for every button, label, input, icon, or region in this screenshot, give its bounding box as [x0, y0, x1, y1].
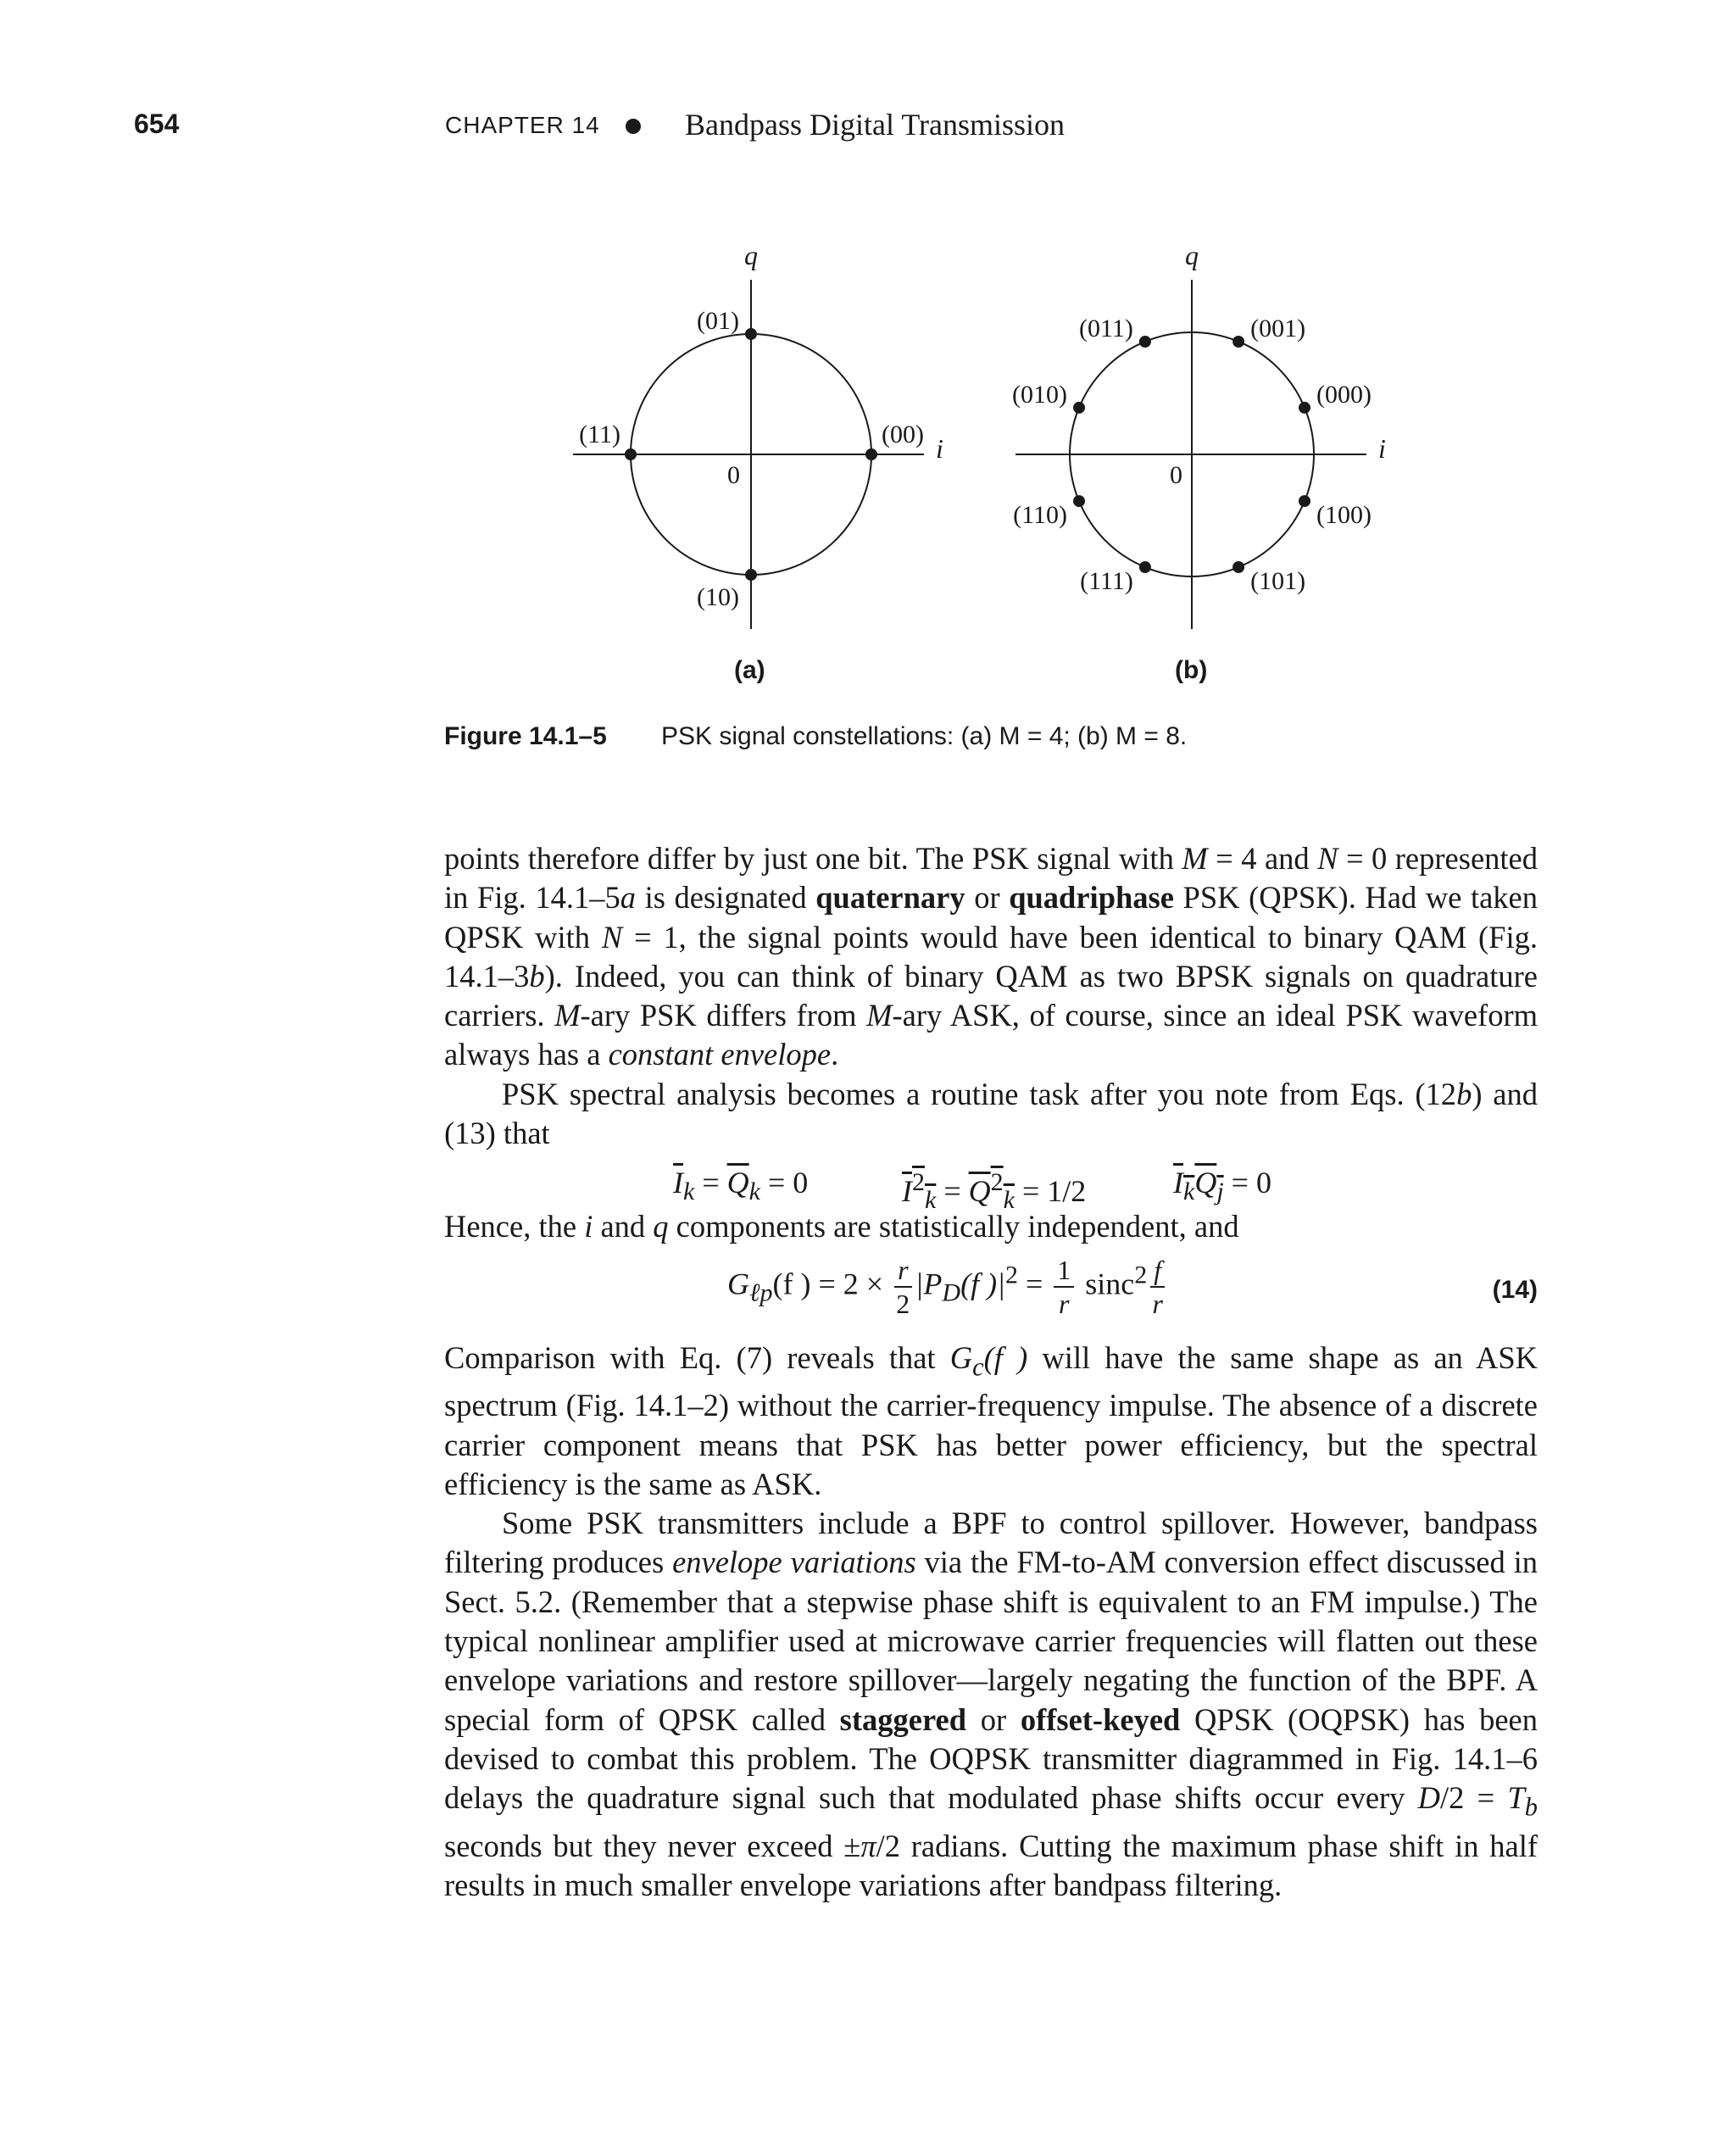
panel-b-point-3	[1073, 402, 1085, 414]
paragraph-3: Hence, the i and q components are statistically independent, and	[444, 1209, 1239, 1244]
figure-caption	[444, 722, 1188, 751]
paragraph-2: PSK spectral analysis becomes a routine task after you note from Eqs. (12b) and (13) that	[444, 1076, 1538, 1151]
panel-a-point-0	[865, 448, 877, 460]
figure-caption-text: PSK signal constellations: (a) M = 4; (b) M = 8.	[661, 722, 1188, 750]
eq-variance: $I^2_k = Q^2_k = 1/2$	[902, 1168, 1087, 1215]
panel-b-point-6	[1232, 561, 1244, 573]
panel-b	[1012, 240, 1386, 684]
panel-b-point-5	[1139, 561, 1151, 573]
panel-b-q-label: q	[1185, 240, 1199, 270]
panel-b-point-label-4: (110)	[1013, 501, 1067, 530]
panel-a-sub-label: (a)	[734, 656, 765, 684]
page-number: 654	[134, 109, 180, 139]
equation-number: (14)	[1492, 1275, 1538, 1304]
panel-b-point-label-0: (000)	[1316, 380, 1372, 409]
panel-a-q-label: q	[744, 240, 758, 270]
panel-a-i-label: i	[936, 433, 943, 464]
constellation-figure	[0, 229, 1736, 704]
panel-a-point-label-0: (00)	[882, 420, 924, 448]
panel-a	[573, 240, 943, 684]
panel-a-point-label-2: (11)	[579, 420, 620, 448]
panel-a-point-3	[745, 569, 757, 581]
eq-covariance: $I_kQ_j = 0$	[1173, 1166, 1271, 1206]
bullet-icon	[626, 119, 641, 134]
panel-b-point-label-3: (010)	[1012, 380, 1067, 409]
panel-b-sub-label: (b)	[1175, 656, 1208, 684]
panel-b-point-0	[1299, 402, 1310, 414]
chapter-label: CHAPTER 14	[445, 112, 600, 138]
panel-a-point-label-1: (01)	[697, 307, 739, 335]
panel-b-point-1	[1232, 336, 1244, 348]
paragraph-1: points therefore differ by just one bit. The PSK signal with M = 4 and N = 0 represented in Fig. 14.1–5a is designated quaternary or quadriphase PSK (QPSK). Had we taken QPSK with N = 1, the signal points would have been identical to binary QAM (Fig. 14.1–3b). Indeed, you can think of binary QAM as two BPSK signals on quadrature carriers. M-ary PSK differs from M-ary ASK, of course, since an ideal PSK waveform always has a constant envelope.	[444, 841, 1538, 1072]
paragraph-4: Comparison with Eq. (7) reveals that $G_c(f$ ) will have the same shape as an ASK spectrum (Fig. 14.1–2) without the carrier-frequency impulse. The absence of a discrete carrier component means that PSK has better power efficiency, but the spectral efficiency is the same as ASK.	[444, 1339, 1538, 1501]
section-title: Bandpass Digital Transmission	[685, 108, 1066, 142]
panel-b-point-label-1: (001)	[1250, 315, 1306, 342]
panel-b-origin: 0	[1170, 461, 1182, 489]
panel-b-point-label-2: (011)	[1079, 315, 1133, 342]
panel-a-origin: 0	[727, 461, 740, 489]
equation-14-body: $G_{\ell p}(f$ ) = 2 × $\frac{r}{2}$ $|P_D(f$ )$|^2$ = $\frac{1}{r}$ sinc$^2$ $\frac{f}{r}$	[727, 1254, 1168, 1320]
panel-b-point-label-5: (111)	[1080, 567, 1133, 595]
figure-caption-label: Figure 14.1–5	[444, 722, 607, 750]
panel-b-point-label-6: (101)	[1250, 567, 1306, 595]
page-header	[0, 109, 1736, 151]
body-text	[444, 839, 1538, 1905]
equation-statistics	[444, 1153, 1538, 1215]
panel-b-i-label: i	[1378, 433, 1386, 464]
panel-b-point-2	[1139, 336, 1151, 348]
panel-a-point-1	[745, 328, 757, 340]
eq-mean-zero: $\overline{I}_k = \overline{Q}_k = 0$	[673, 1166, 809, 1206]
equation-14	[444, 1247, 1538, 1339]
panel-a-point-label-3: (10)	[697, 583, 739, 611]
panel-b-point-7	[1299, 495, 1310, 507]
panel-b-point-4	[1073, 495, 1085, 507]
panel-b-point-label-7: (100)	[1316, 501, 1372, 530]
panel-a-point-2	[625, 448, 637, 460]
paragraph-5: Some PSK transmitters include a BPF to control spillover. However, bandpass filtering produces envelope variations via the FM-to-AM conversion effect discussed in Sect. 5.2. (Remember that a stepwise phase shift is equivalent to an FM impulse.) The typical nonlinear amplifier used at microwave carrier frequencies will flatten out these envelope variations and restore spillover—largely negating the function of the BPF. A special form of QPSK called staggered or offset-keyed QPSK (OQPSK) has been devised to combat this problem. The OQPSK transmitter diagrammed in Fig. 14.1–6 delays the quadrature signal such that modulated phase shifts occur every $D/2 = T_b$ seconds but they never exceed ±π/2 radians. Cutting the maximum phase shift in half results in much smaller envelope variations after bandpass filtering.	[444, 1506, 1538, 1903]
